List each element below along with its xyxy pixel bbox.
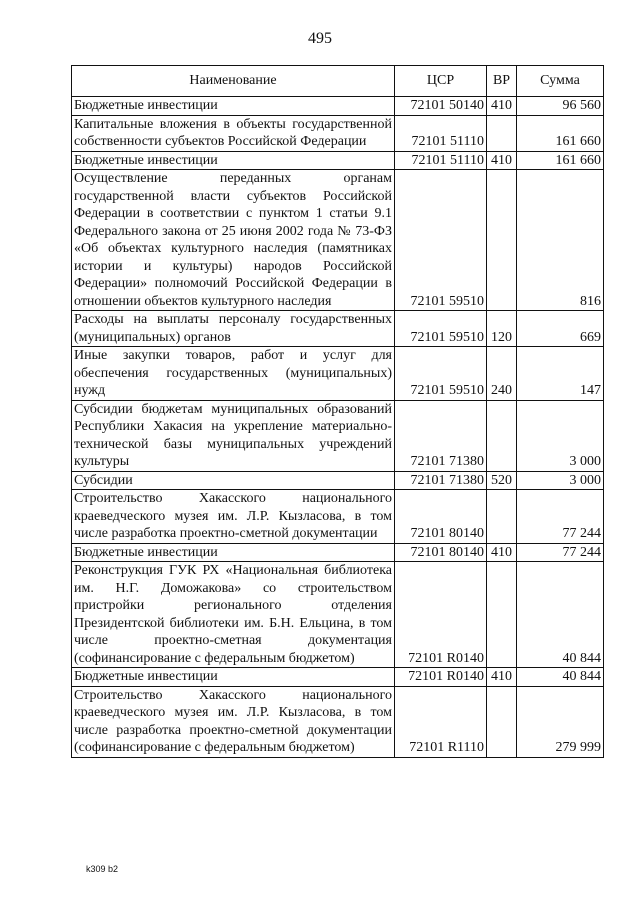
row-sum: 669 bbox=[517, 311, 604, 347]
row-sum: 147 bbox=[517, 347, 604, 401]
table-row bbox=[72, 97, 604, 116]
row-vr: 410 bbox=[487, 543, 517, 562]
row-sum: 96 560 bbox=[517, 97, 604, 116]
row-vr: 410 bbox=[487, 151, 517, 170]
row-sum: 40 844 bbox=[517, 668, 604, 687]
row-csr: 72101 51110 bbox=[395, 115, 487, 151]
table-row bbox=[72, 400, 604, 471]
row-csr: 72101 59510 bbox=[395, 170, 487, 311]
header-sum: Сумма bbox=[517, 66, 604, 97]
row-csr: 72101 59510 bbox=[395, 311, 487, 347]
row-name: Иные закупки товаров, работ и услуг для обеспечения государственных (муниципальных) нужд bbox=[72, 347, 395, 401]
row-name: Реконструкция ГУК РХ «Национальная библиотека им. Н.Г. Доможакова» со строительством пристройки регионального отделения Президентской библиотеки им. Б.Н. Ельцина, в том числе проектно-сметная документация (софинансирование с федеральным бюджетом) bbox=[72, 562, 395, 668]
row-name: Бюджетные инвестиции bbox=[72, 151, 395, 170]
row-csr: 72101 80140 bbox=[395, 543, 487, 562]
table-row bbox=[72, 311, 604, 347]
row-name: Субсидии бюджетам муниципальных образований Республики Хакасия на укрепление материально-технической базы муниципальных учреждений культуры bbox=[72, 400, 395, 471]
table-row bbox=[72, 347, 604, 401]
row-vr bbox=[487, 115, 517, 151]
page-number: 495 bbox=[308, 30, 332, 47]
table-row bbox=[72, 668, 604, 687]
table-row bbox=[72, 686, 604, 757]
row-csr: 72101 80140 bbox=[395, 490, 487, 544]
row-csr: 72101 R1110 bbox=[395, 686, 487, 757]
row-csr: 72101 71380 bbox=[395, 400, 487, 471]
row-sum: 816 bbox=[517, 170, 604, 311]
row-name: Бюджетные инвестиции bbox=[72, 668, 395, 687]
row-sum: 161 660 bbox=[517, 151, 604, 170]
row-name: Осуществление переданных органам государственной власти субъектов Российской Федерации в соответствии с пунктом 1 статьи 9.1 Федерального закона от 25 июня 2002 года № 73-ФЗ «Об объектах культурного наследия (памятниках истории и культуры) народов Российской Федерации» полномочий Российской Федерации в отношении объектов культурного наследия bbox=[72, 170, 395, 311]
row-csr: 72101 R0140 bbox=[395, 562, 487, 668]
row-name: Расходы на выплаты персоналу государственных (муниципальных) органов bbox=[72, 311, 395, 347]
row-name: Капитальные вложения в объекты государственной собственности субъектов Российской Федерации bbox=[72, 115, 395, 151]
row-sum: 3 000 bbox=[517, 400, 604, 471]
row-sum: 77 244 bbox=[517, 543, 604, 562]
table-row bbox=[72, 471, 604, 490]
row-name: Бюджетные инвестиции bbox=[72, 543, 395, 562]
budget-table bbox=[71, 65, 604, 758]
row-vr bbox=[487, 400, 517, 471]
row-sum: 77 244 bbox=[517, 490, 604, 544]
row-sum: 40 844 bbox=[517, 562, 604, 668]
row-vr: 520 bbox=[487, 471, 517, 490]
row-vr: 240 bbox=[487, 347, 517, 401]
row-csr: 72101 71380 bbox=[395, 471, 487, 490]
row-vr: 410 bbox=[487, 97, 517, 116]
table-row bbox=[72, 490, 604, 544]
row-csr: 72101 51110 bbox=[395, 151, 487, 170]
row-sum: 279 999 bbox=[517, 686, 604, 757]
row-vr: 410 bbox=[487, 668, 517, 687]
row-vr bbox=[487, 562, 517, 668]
table-row bbox=[72, 562, 604, 668]
row-csr: 72101 50140 bbox=[395, 97, 487, 116]
row-vr bbox=[487, 490, 517, 544]
row-name: Субсидии bbox=[72, 471, 395, 490]
row-vr: 120 bbox=[487, 311, 517, 347]
header-csr: ЦСР bbox=[395, 66, 487, 97]
row-csr: 72101 59510 bbox=[395, 347, 487, 401]
row-sum: 161 660 bbox=[517, 115, 604, 151]
row-name: Бюджетные инвестиции bbox=[72, 97, 395, 116]
row-sum: 3 000 bbox=[517, 471, 604, 490]
table-row bbox=[72, 543, 604, 562]
header-vr: ВР bbox=[487, 66, 517, 97]
table-row bbox=[72, 115, 604, 151]
table-row bbox=[72, 170, 604, 311]
row-name: Строительство Хакасского национального краеведческого музея им. Л.Р. Кызласова, в том числе разработка проектно-сметной документации (софинансирование с федеральным бюджетом) bbox=[72, 686, 395, 757]
table-row bbox=[72, 151, 604, 170]
row-csr: 72101 R0140 bbox=[395, 668, 487, 687]
footer-code: k309 b2 bbox=[86, 864, 119, 874]
table-header-row bbox=[72, 66, 604, 97]
row-vr bbox=[487, 686, 517, 757]
row-vr bbox=[487, 170, 517, 311]
header-name: Наименование bbox=[72, 66, 395, 97]
row-name: Строительство Хакасского национального краеведческого музея им. Л.Р. Кызласова, в том числе разработка проектно-сметной документации bbox=[72, 490, 395, 544]
